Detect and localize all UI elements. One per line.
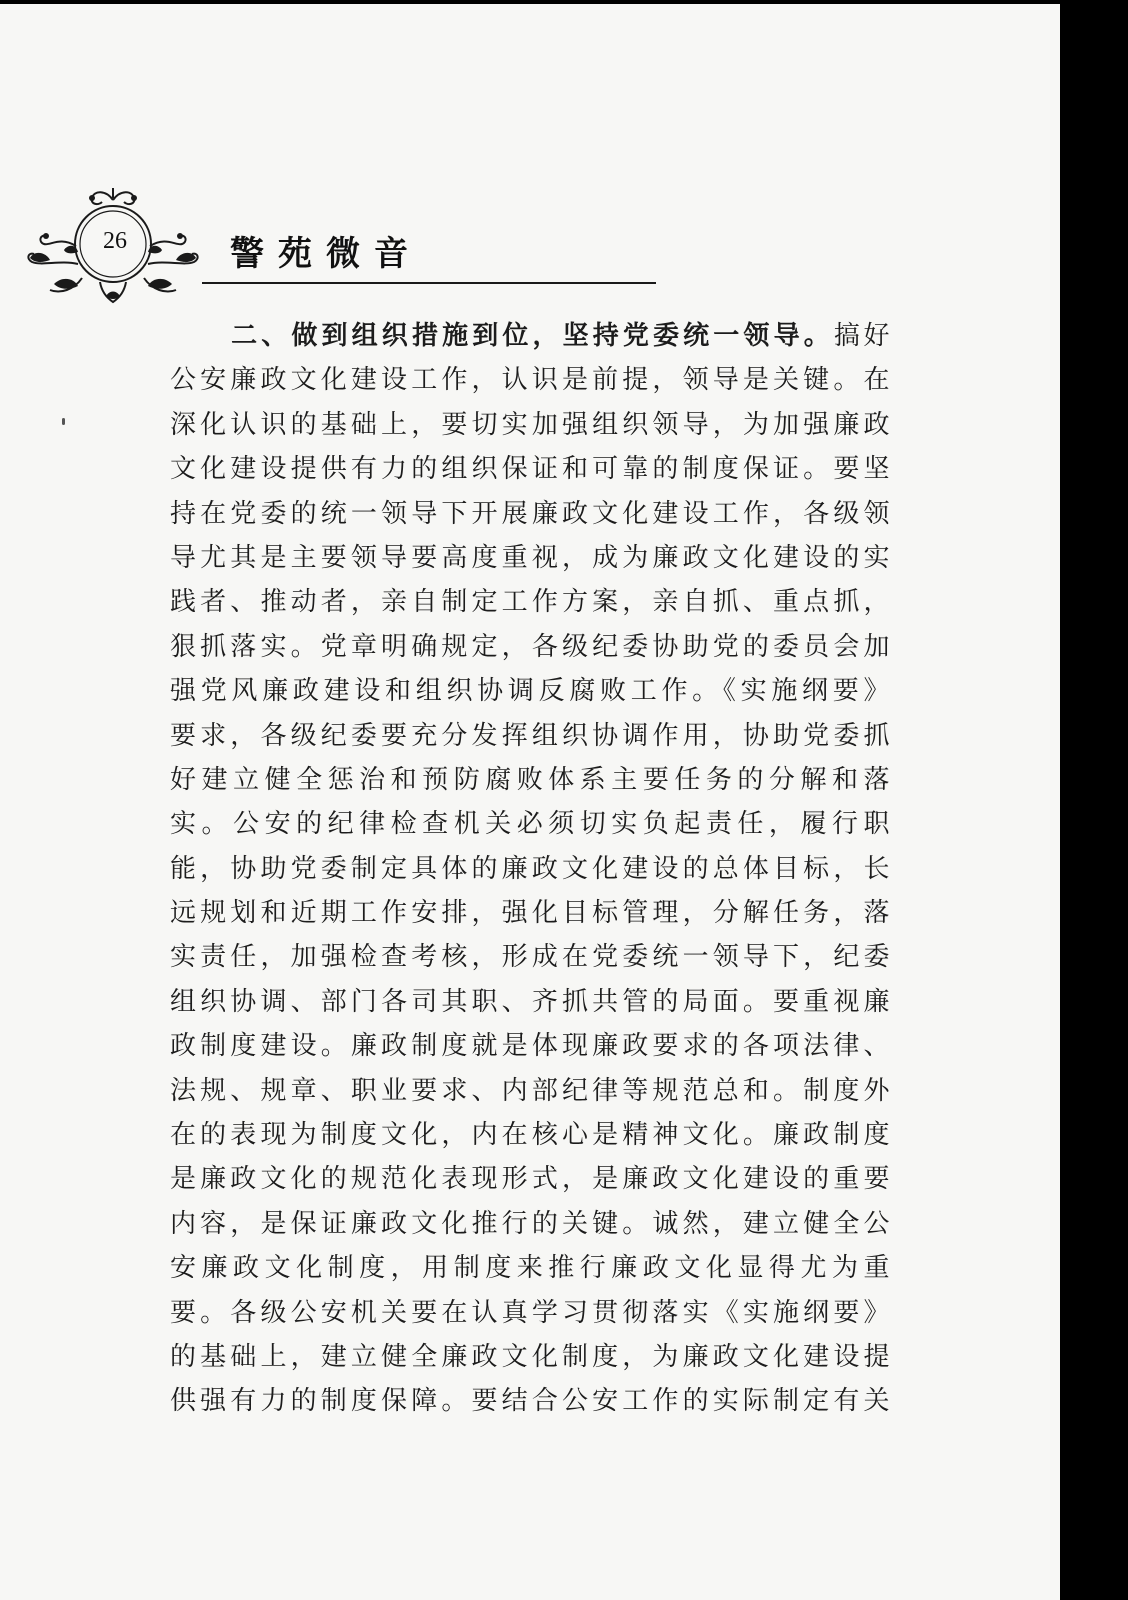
text-line: 要。各级公安机关要在认真学习贯彻落实《实施纲要》: [170, 1297, 890, 1328]
text-line: 公安廉政文化建设工作，认识是前提，领导是关键。在: [170, 365, 890, 396]
text-line: 的基础上，建立健全廉政文化制度，为廉政文化建设提: [170, 1341, 890, 1372]
text-line: 持在党委的统一领导下开展廉政文化建设工作，各级领: [170, 498, 890, 529]
text-line: 践者、推动者，亲自制定工作方案，亲自抓、重点抓，: [170, 587, 890, 618]
section-heading: 二、做到组织措施到位，坚持党委统一领导。: [228, 321, 834, 351]
text-line: 文化建设提供有力的组织保证和可靠的制度保证。要坚: [170, 454, 890, 485]
text-line: 供强有力的制度保障。要结合公安工作的实际制定有关: [170, 1386, 890, 1417]
text-line: 法规、规章、职业要求、内部纪律等规范总和。制度外: [170, 1075, 890, 1106]
text-line: 要求，各级纪委要充分发挥组织协调作用，协助党委抓: [170, 720, 890, 751]
scan-edge-right: [1060, 0, 1128, 1600]
body-text: [170, 314, 890, 1424]
text-line: 导尤其是主要领导要高度重视，成为廉政文化建设的实: [170, 542, 890, 573]
scan-edge-top: [0, 0, 1128, 4]
text-line: 好建立健全惩治和预防腐败体系主要任务的分解和落: [170, 764, 890, 795]
text-line: 能，协助党委制定具体的廉政文化建设的总体目标，长: [170, 853, 890, 884]
running-title: 警苑微音: [230, 234, 422, 274]
title-underline: [202, 282, 656, 284]
text-line: 政制度建设。廉政制度就是体现廉政要求的各项法律、: [170, 1031, 890, 1062]
text-line: 强党风廉政建设和组织协调反腐败工作。《实施纲要》: [170, 676, 890, 707]
text-line: 安廉政文化制度，用制度来推行廉政文化显得尤为重: [170, 1253, 890, 1284]
text-line: 组织协调、部门各司其职、齐抓共管的局面。要重视廉: [170, 986, 890, 1017]
text-line: 远规划和近期工作安排，强化目标管理，分解任务，落: [170, 898, 890, 929]
text-line: 狠抓落实。党章明确规定，各级纪委协助党的委员会加: [170, 631, 890, 662]
text-line: 内容，是保证廉政文化推行的关键。诚然，建立健全公: [170, 1208, 890, 1239]
text-line: 是廉政文化的规范化表现形式，是廉政文化建设的重要: [170, 1164, 890, 1195]
text-line: 深化认识的基础上，要切实加强组织领导，为加强廉政: [170, 409, 890, 440]
text-line: 实责任，加强检查考核，形成在党委统一领导下，纪委: [170, 942, 890, 973]
text-line-content: 搞好: [833, 321, 890, 351]
text-line: [170, 314, 890, 358]
text-line: 实。公安的纪律检查机关必须切实负起责任，履行职: [170, 809, 890, 840]
scan-speck: [62, 418, 65, 425]
text-line: 在的表现为制度文化，内在核心是精神文化。廉政制度: [170, 1120, 890, 1151]
page-number: 26: [103, 228, 127, 254]
